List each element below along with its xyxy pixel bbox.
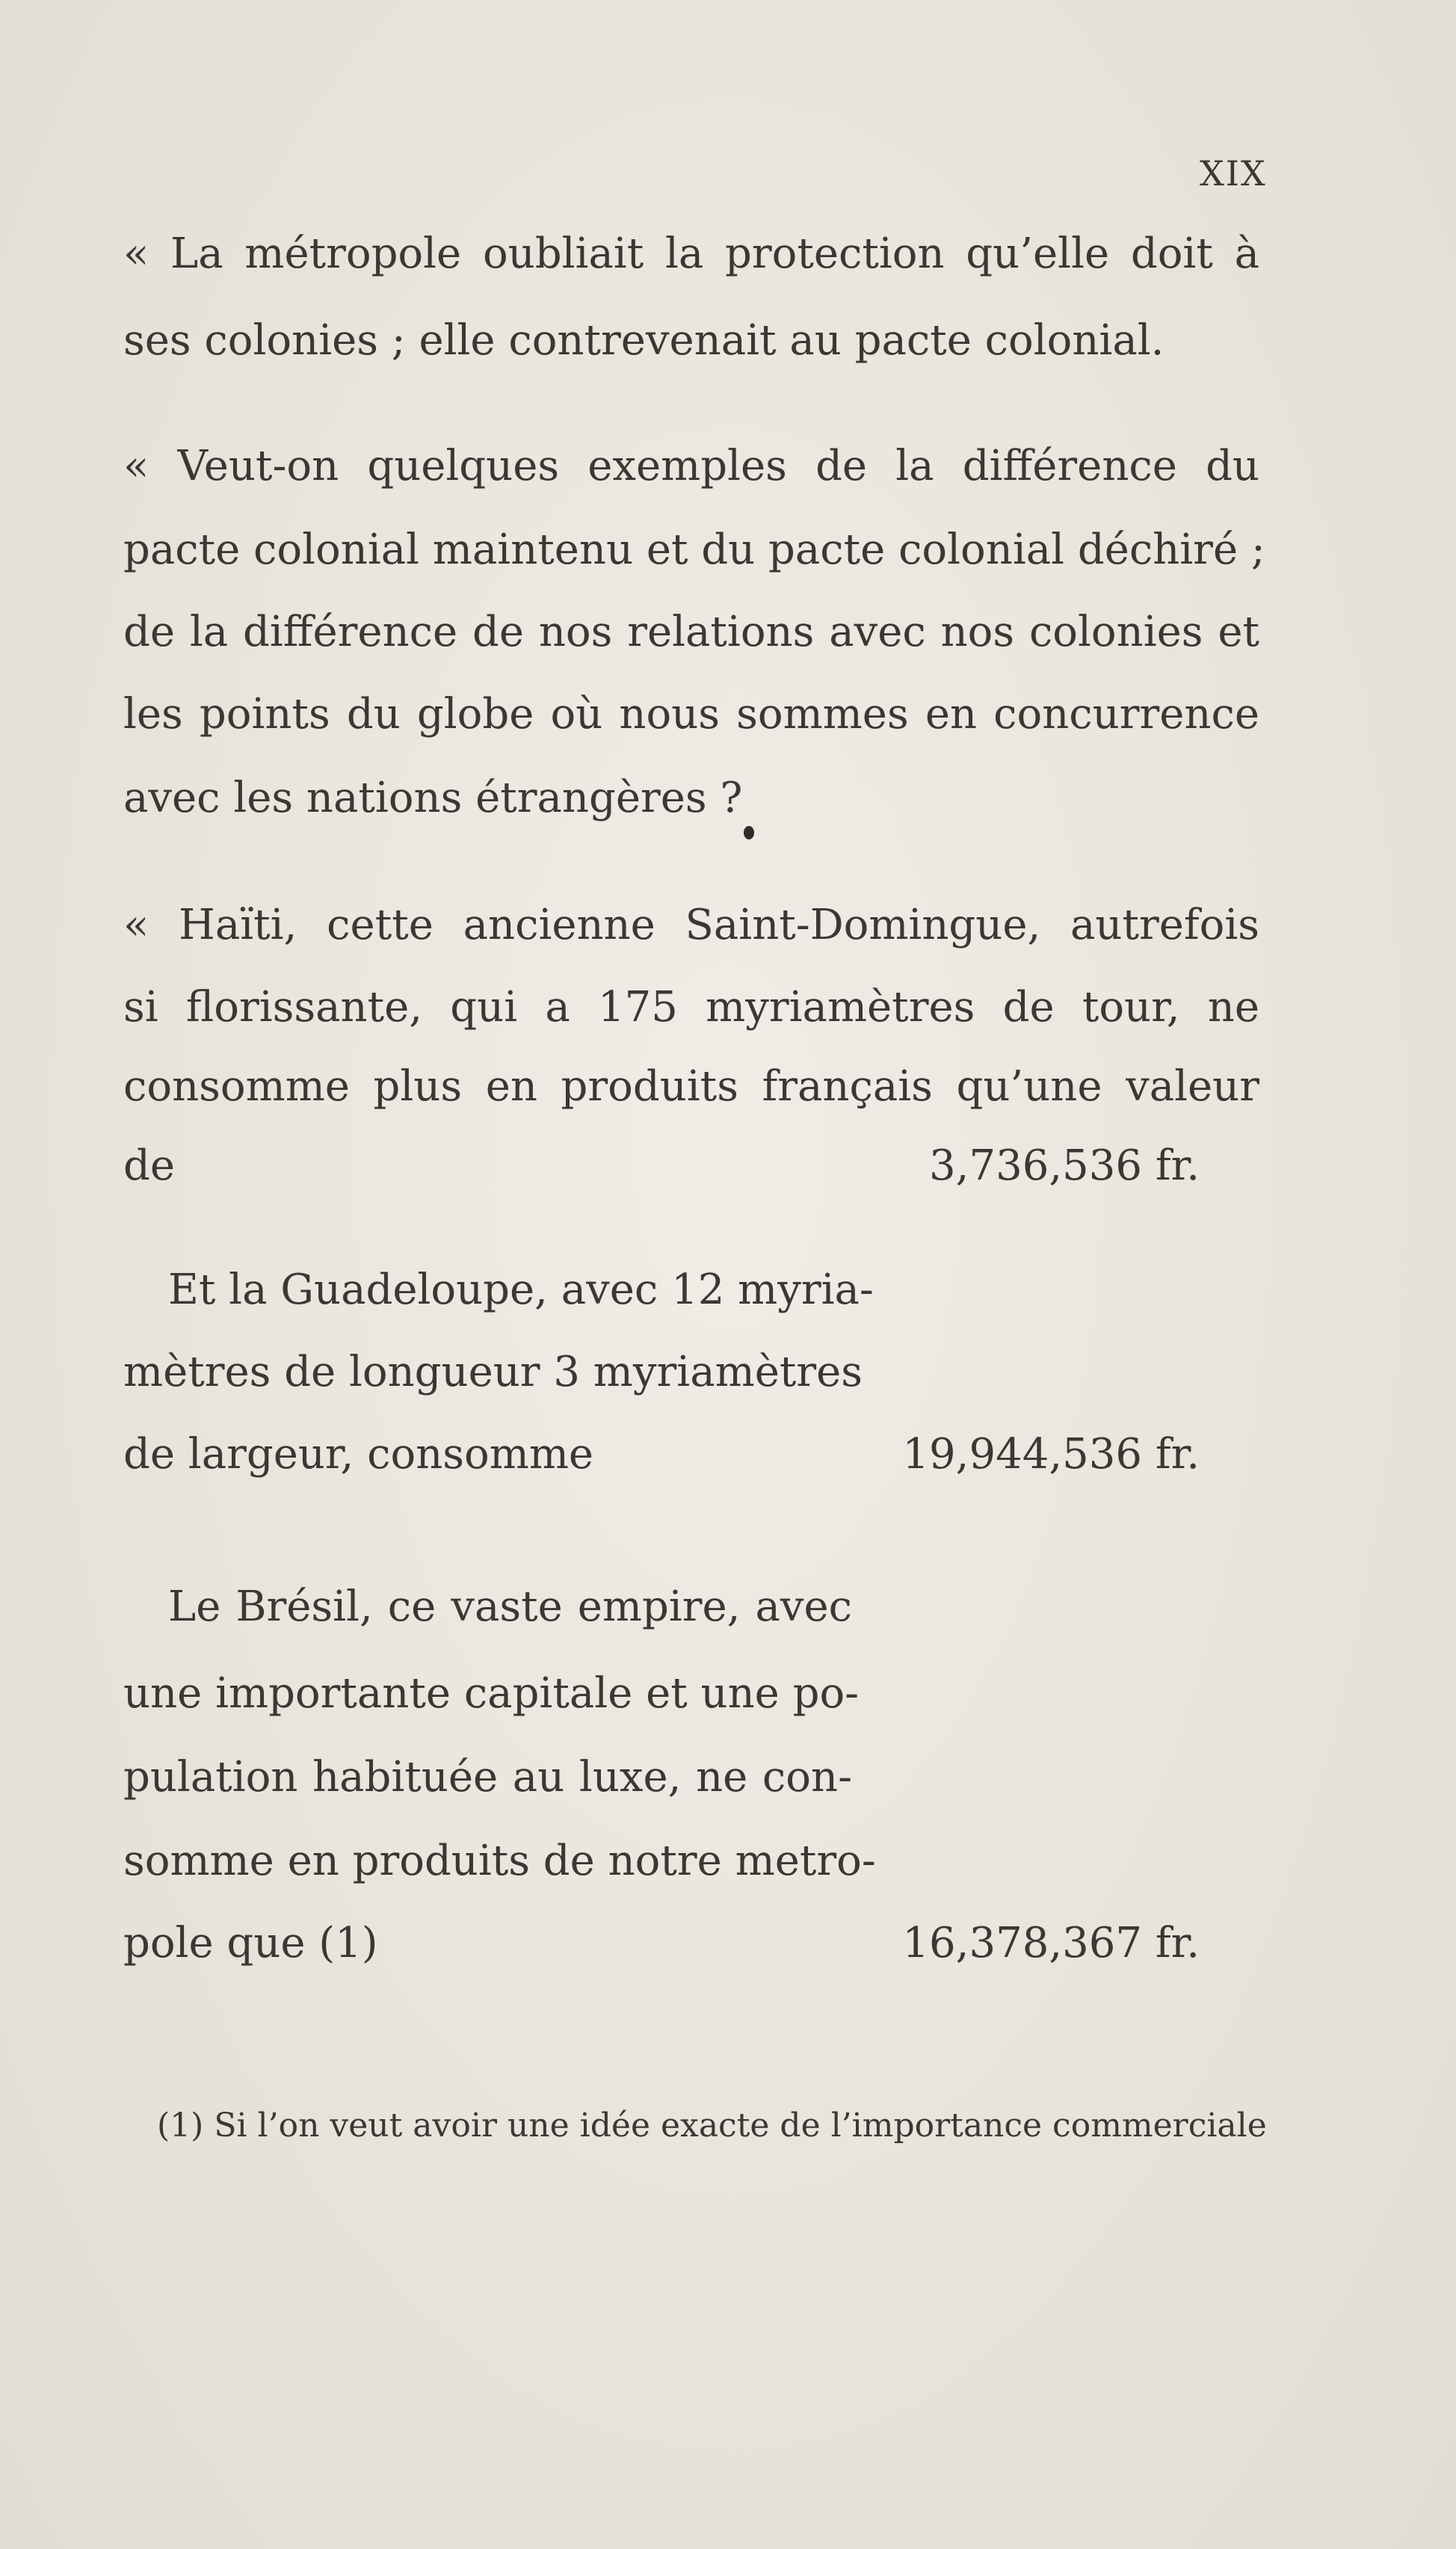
- footnote: (1) Si l’on veut avoir une idée exacte de l’importance commerciale: [157, 2106, 1267, 2145]
- amount-value: 16,378,367 fr.: [902, 1919, 1200, 1967]
- text-line: consomme plus en produits français qu’une valeur: [123, 1062, 1259, 1111]
- text-line: de largeur, consomme: [123, 1430, 594, 1479]
- text-line: pulation habituée au luxe, ne con-: [123, 1753, 852, 1801]
- amount-value: 3,736,536 fr.: [929, 1141, 1200, 1190]
- text-line: pole que (1): [123, 1919, 378, 1967]
- text-line: somme en produits de notre metro-: [123, 1837, 876, 1885]
- text-line: de: [123, 1141, 175, 1190]
- page-number: XIX: [1200, 153, 1267, 194]
- text-line: Le Brésil, ce vaste empire, avec: [168, 1582, 852, 1631]
- text-line: mètres de longueur 3 myriamètres: [123, 1348, 863, 1396]
- text-line: pacte colonial maintenu et du pacte colonial déchiré ;: [123, 525, 1265, 574]
- text-line: « Veut-on quelques exemples de la différence du: [123, 442, 1259, 490]
- ink-spot: [744, 826, 754, 839]
- text-line: ses colonies ; elle contrevenait au pacte colonial.: [123, 316, 1165, 365]
- text-line: avec les nations étrangères ?: [123, 774, 743, 822]
- text-line: « Haïti, cette ancienne Saint-Domingue, autrefois: [123, 901, 1259, 949]
- amount-value: 19,944,536 fr.: [902, 1430, 1200, 1479]
- text-line: de la différence de nos relations avec nos colonies et: [123, 608, 1259, 656]
- text-line: une importante capitale et une po-: [123, 1669, 860, 1718]
- text-line: « La métropole oubliait la protection qu’elle doit à: [123, 229, 1259, 278]
- text-line: les points du globe où nous sommes en concurrence: [123, 690, 1259, 739]
- text-line: si florissante, qui a 175 myriamètres de tour, ne: [123, 983, 1259, 1032]
- text-line: Et la Guadeloupe, avec 12 myria-: [168, 1266, 874, 1314]
